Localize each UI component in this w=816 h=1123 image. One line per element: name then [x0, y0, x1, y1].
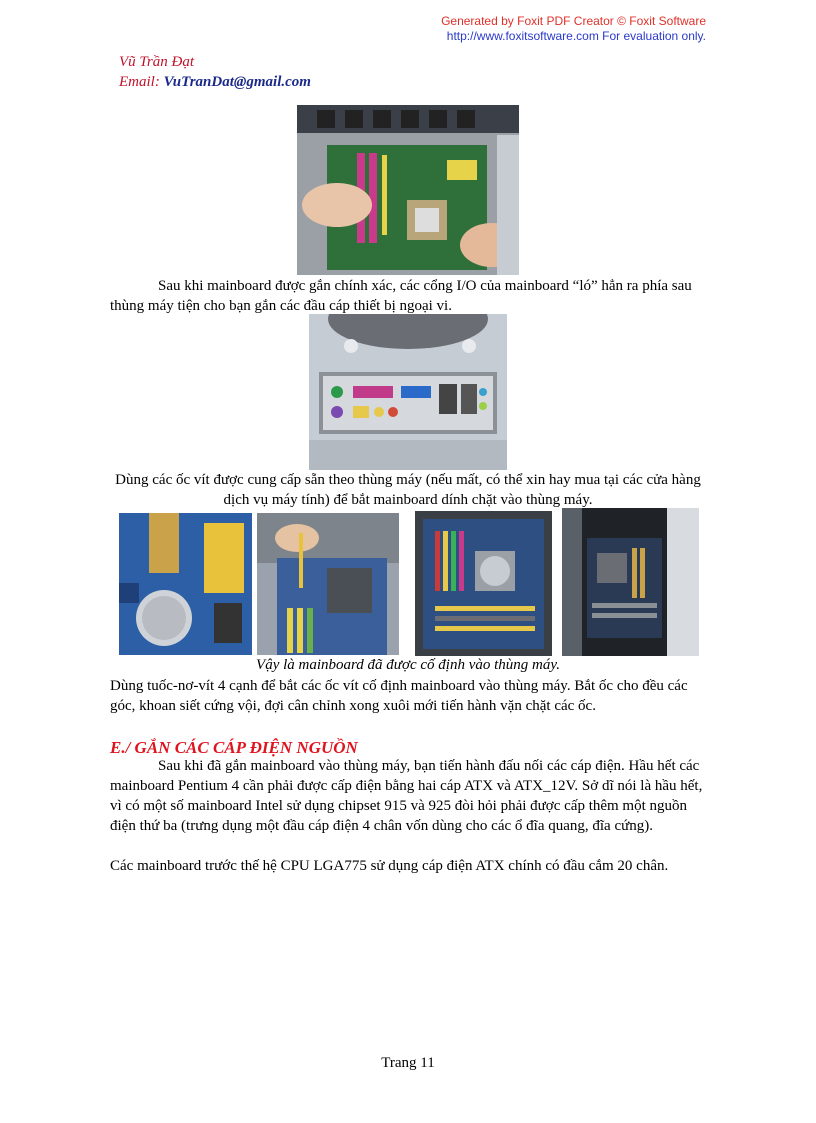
- photo-caption: Vậy là mainboard đã được cố định vào thùng máy.: [256, 657, 560, 673]
- photo-screwdriver: [257, 513, 399, 655]
- foxit-watermark: [380, 14, 706, 44]
- paragraph-io-ports: Sau khi mainboard được gắn chính xác, các cổng I/O của mainboard “ló” hẳn ra phía sau thùng máy tiện cho bạn gắn các đầu cáp thiết bị ngoại vi.: [110, 278, 692, 314]
- paragraph-atx-20pin: Các mainboard trước thế hệ CPU LGA775 sử dụng cáp điện ATX chính có đầu cắm 20 chân.: [110, 858, 669, 874]
- paragraph-screws: Dùng các ốc vít được cung cấp sẵn theo thùng máy (nếu mất, có thể xin hay mua tại các cửa hàng dịch vụ máy tính) để bắt mainboard dính chặt vào thùng máy.: [115, 472, 701, 508]
- email-address: VuTranDat@gmail.com: [163, 74, 311, 90]
- photo-board-closeup: [119, 513, 252, 655]
- page-number: Trang 11: [381, 1055, 435, 1071]
- paragraph-power-cables: Sau khi đã gắn mainboard vào thùng máy, bạn tiến hành đấu nối các cáp điện. Hầu hết các mainboard Pentium 4 cần phải được cấp điện bằng hai cáp ATX và ATX_12V. Sở dĩ nói là hầu hết, vì có một số mainboard Intel sử dụng chipset 915 và 925 đòi hỏi phải được cấp thêm một nguồn điện thứ ba (trưng dụng một đầu cáp điện 4 chân vốn dùng cho các ổ đĩa quang, đĩa cứng).: [110, 758, 703, 834]
- paragraph-screwdriver: Dùng tuốc-nơ-vít 4 cạnh để bắt các ốc vít cố định mainboard vào thùng máy. Bắt ốc cho đều các góc, khoan siết cứng vội, đợi cân chỉnh xong xuôi mới tiến hành vặn chặt các ốc.: [110, 678, 688, 714]
- watermark-line-2: http://www.foxitsoftware.com For evaluation only.: [446, 29, 706, 43]
- email-label: Email:: [119, 74, 164, 90]
- photo-full-case: [562, 508, 699, 656]
- photo-io-panel: [309, 314, 507, 470]
- photo-board-in-case: [415, 511, 552, 656]
- watermark-line-1: Generated by Foxit PDF Creator © Foxit Software: [441, 14, 706, 28]
- author-email: [119, 72, 311, 92]
- section-heading: E./ GẮN CÁC CÁP ĐIỆN NGUỒN: [110, 738, 358, 757]
- author-name: Vũ Trần Đạt: [119, 54, 195, 70]
- photo-installing-mainboard: [297, 105, 519, 275]
